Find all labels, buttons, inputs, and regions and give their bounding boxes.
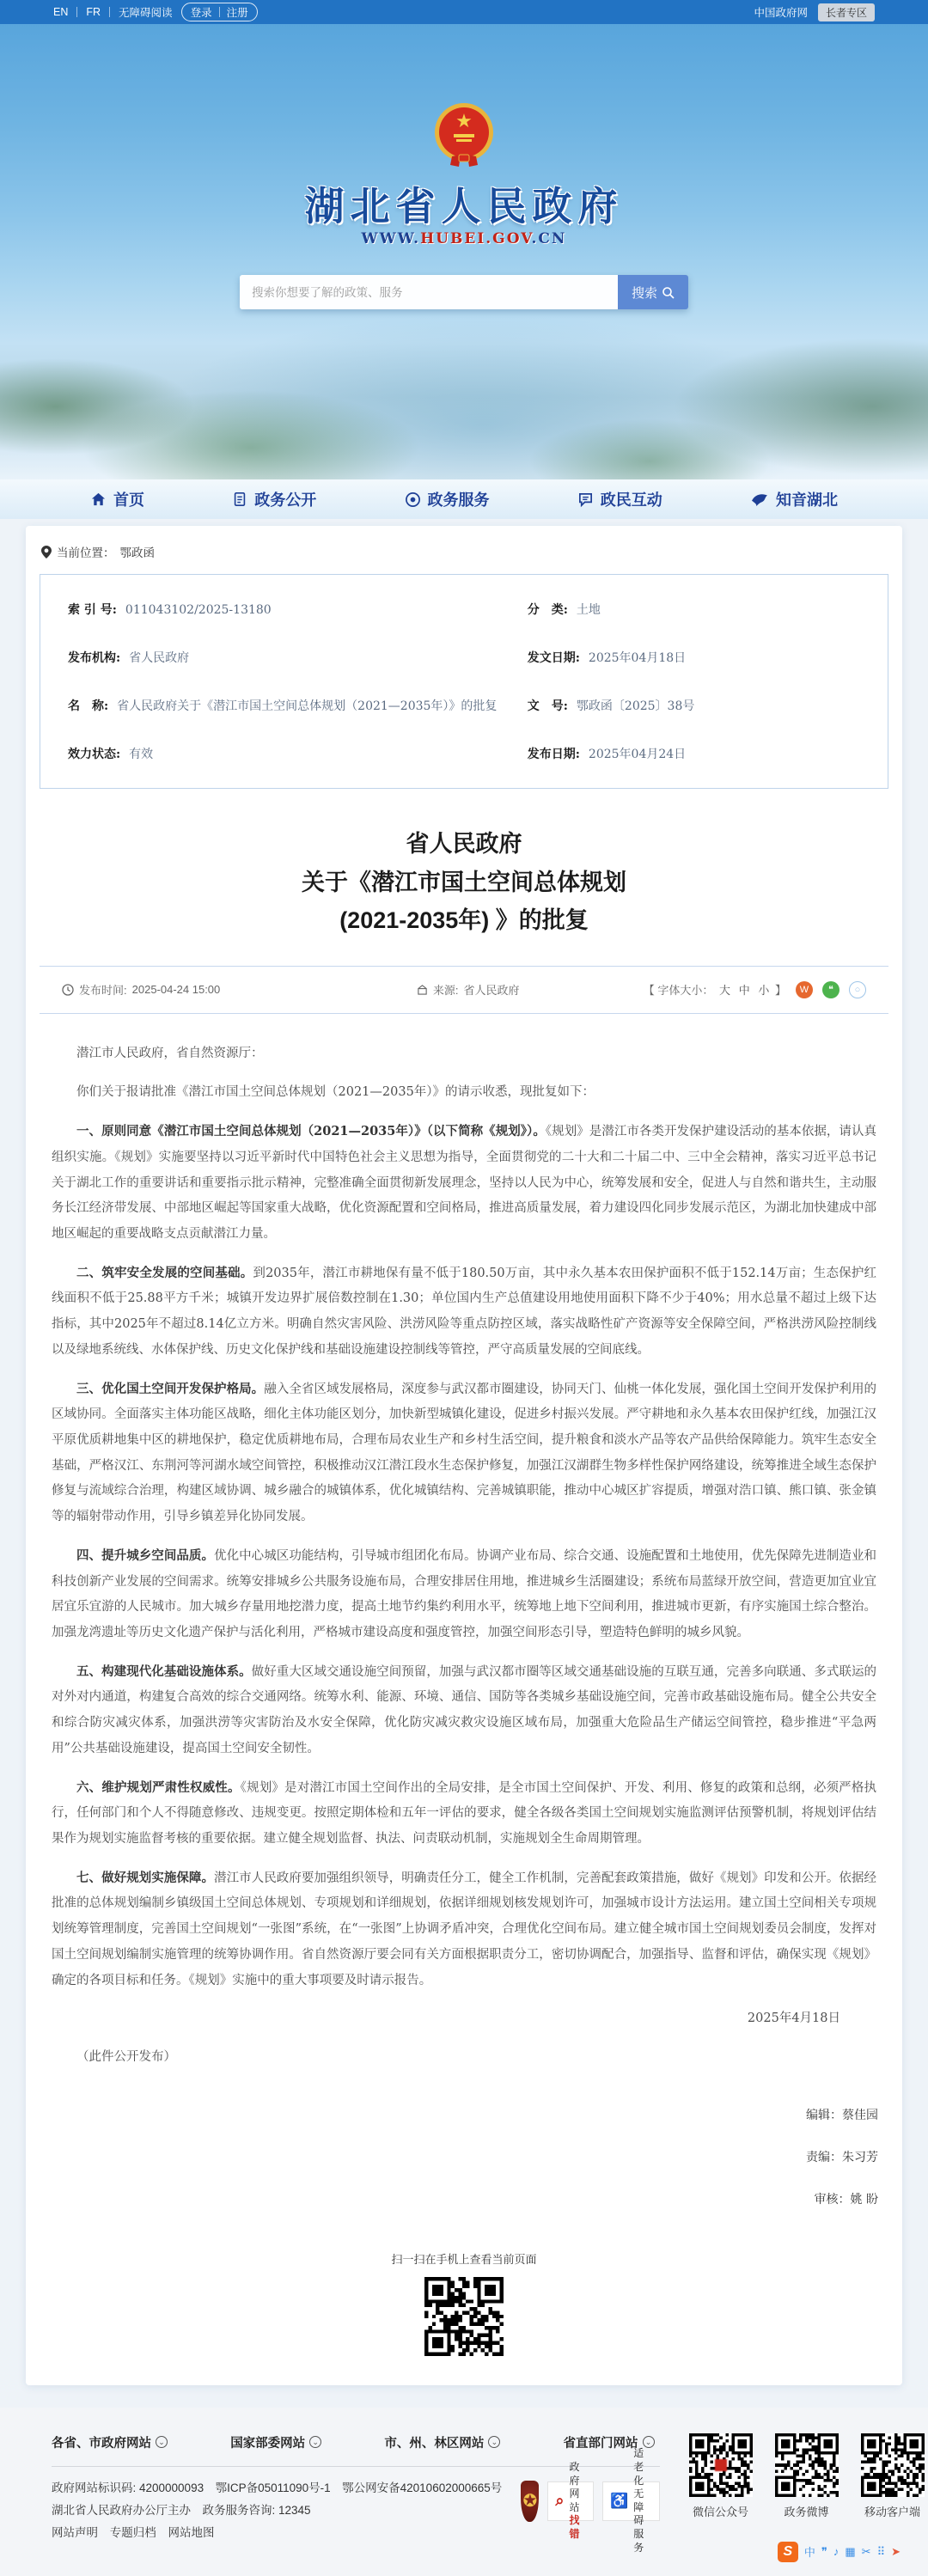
breadcrumb-label: 当前位置： [57, 546, 115, 559]
elder-zone-button[interactable]: 长者专区 [818, 3, 875, 21]
qr-label: 政务微博 [784, 2505, 829, 2518]
share-weibo-icon[interactable]: W [796, 981, 813, 998]
share-grid-icon[interactable]: ▦ [845, 2544, 856, 2558]
divider [109, 7, 110, 17]
meta-value: 鄂政函〔2025〕38号 [576, 699, 695, 713]
paragraph [52, 1659, 876, 1762]
chevron-down-icon: ⌄ [643, 2436, 655, 2448]
meta-value: 2025年04月24日 [588, 748, 687, 761]
top-utility-bar [0, 0, 928, 24]
credit-editor: 编辑：蔡佳园 [806, 2108, 878, 2122]
meta-label: 索 引 号: [68, 603, 117, 617]
paragraph-lead: 五、构建现代化基础设施体系。 [76, 1663, 252, 1679]
footer-dropdown-ministry-sites[interactable] [230, 2433, 321, 2451]
login-register-pill [181, 3, 258, 21]
paragraph-lead: 六、维护规划严肃性权威性。 [76, 1779, 241, 1795]
footer-link-label: 市、州、林区网站 [384, 2436, 485, 2451]
site-banner [0, 24, 928, 479]
search-icon [662, 286, 675, 299]
document-icon [232, 491, 247, 507]
breadcrumb-current[interactable]: 鄂政函 [119, 546, 155, 559]
badge-text: 无障碍服务 [633, 2487, 644, 2554]
home-icon [90, 491, 107, 508]
meta-value: 2025年04月18日 [588, 651, 687, 665]
nav-item-zhiyin-hubei[interactable] [750, 488, 838, 510]
paragraph [52, 1775, 876, 1853]
font-size-label: 】 [774, 984, 786, 998]
credit-duty-editor: 责编：朱习芳 [806, 2150, 878, 2164]
nav-label: 政民互动 [600, 491, 662, 509]
footer-dropdown-provincial-sites[interactable] [52, 2433, 168, 2451]
page-qr-code [424, 2277, 504, 2356]
share-voice-icon[interactable]: ♪ [833, 2545, 839, 2559]
footer-link-row [52, 2433, 660, 2451]
meta-label: 发布日期: [527, 748, 580, 761]
party-gov-emblem-badge: ✪ [521, 2481, 539, 2522]
share-toolbar [778, 2542, 901, 2562]
footer-link-label: 省直部门网站 [563, 2436, 638, 2451]
font-size-label: 【 字体大小： [643, 984, 714, 998]
title-line: 省人民政府 [406, 831, 522, 857]
chat-bubble-icon [577, 491, 594, 508]
title-line: (2021-2035年) 》的批复 [339, 907, 589, 934]
bird-icon [750, 491, 769, 507]
publish-time-value: 2025-04-24 15:00 [131, 983, 221, 997]
meta-value: 省人民政府 [129, 651, 190, 665]
sitemap-link[interactable]: 网站地图 [168, 2526, 215, 2540]
search-button[interactable] [618, 275, 688, 309]
share-comment-icon[interactable]: ❞ [821, 2544, 827, 2558]
share-chinese-icon[interactable]: 中 [803, 2546, 815, 2560]
source-label: 来源: [432, 984, 459, 998]
nav-label: 首页 [113, 491, 144, 509]
title-line: 关于《潜江市国土空间总体规划 [302, 869, 626, 895]
credits-block [26, 2095, 902, 2221]
footer-divider [52, 2466, 660, 2467]
meta-label: 名 称: [68, 699, 109, 713]
meta-cell-doc-no [528, 697, 860, 714]
topic-archive-link[interactable]: 专题归档 [109, 2526, 156, 2540]
accessibility-link[interactable]: 无障碍阅读 [119, 7, 173, 19]
paragraph-text: 《规划》是潜江市各类开发保护建设活动的基本依据，请认真组织实施。《规划》实施要坚持以习近平新时代中国特色社会主义思想为指导，全面贯彻党的二十大和二十届二中、三中全会精神，落实习近平总书记关于湖北工作的重要讲话和重要指示批示精神，完整准确全面贯彻新发展理念，坚持以人民为中心，统筹发展和安全，促进人与自然和谐共生，主动服务长江经济带发展、中部地区崛起等国家重大战略，优化资源配置和空间格局，推进高质量发展，着力建设四化同步发展示范区，为湖北加快建成中部地区崛起的重要战略支点贡献潜江力量。 [52, 1125, 877, 1241]
paragraph-text: 到2035年，潜江市耕地保有量不低于180.50万亩，其中永久基本农田保护面积不低于152.14万亩；生态保护红线面积不低于25.88平方千米；城镇开发边界扩展倍数控制在1.30；单位国内生产总值建设用地使用面积下降不少于40%；用水总量不超过上级下达指标，其中2025年不超过8.14亿立方米。明确自然灾害风险、洪涝风险等重点防控区域，落实战略性矿产资源等安全保障空间，严格洪涝风险控制线以及绿地系统线、水体保护线、历史文化保护线和基础设施建设控制线等管控，严守高质量发展的空间底线。 [52, 1266, 876, 1357]
meta-value: 土地 [576, 603, 601, 617]
badge-text: 政府网站 [569, 2461, 580, 2513]
paragraph-text: 潜江市人民政府，省自然资源厅： [76, 1046, 264, 1060]
wheelchair-icon: ♿ [610, 2492, 629, 2509]
lang-en-link[interactable]: EN [53, 6, 69, 18]
article-meta-row [40, 966, 888, 1014]
paragraph-text: 潜江市人民政府要加强组织领导，明确责任分工，健全工作机制，完善配套政策措施，做好《规划》印发和公开。依据经批准的总体规划编制乡镇级国土空间总体规划、专项规划和详细规划，依据详细规划核发规划许可，加强城市设计方法运用。建立国土空间相关专项规划统筹管理制度，完善国土空间规划“一张图”系统，在“一张图”上协调矛盾冲突，合理优化空间布局。建立健全城市国土空间规划委员会制度，发挥对国土空间规划编制实施管理的统筹协调作用。省自然资源厅要会同有关方面根据职责分工，密切协调配合，加强指导、监督和评估，确保实现《规划》确定的各项目标和任务。《规划》实施中的重大事项要及时请示报告。 [52, 1871, 877, 1987]
paragraph-lead: 三、优化国土空间开发保护格局。 [76, 1381, 265, 1396]
font-size-medium-button[interactable]: 中 [738, 984, 750, 998]
public-release-note: （此件公开发布） [76, 2050, 176, 2065]
nav-item-interaction[interactable] [577, 488, 662, 510]
font-size-control [644, 981, 786, 998]
site-url [0, 230, 928, 247]
divider [219, 7, 220, 17]
svg-text:★: ★ [455, 110, 473, 131]
main-nav [0, 479, 928, 519]
magnifier-icon: ⌕ [555, 2492, 565, 2510]
paragraph-lead: 七、做好规划实施保障。 [76, 1870, 215, 1885]
font-size-large-button[interactable]: 大 [719, 984, 731, 998]
paragraph-text: 你们关于报请批准《潜江市国土空间总体规划（2021—2035年）》的请示收悉，现批复如下： [76, 1085, 595, 1100]
nav-item-home[interactable] [90, 488, 144, 510]
meta-label: 效力状态: [68, 748, 121, 761]
search-bar [240, 275, 688, 309]
share-pointer-icon[interactable]: ➤ [891, 2544, 901, 2558]
qr-tip-text: 扫一扫在手机上查看当前页面 [391, 2252, 537, 2266]
wechat-qr [689, 2433, 753, 2545]
qr-code [775, 2433, 839, 2497]
meta-cell-agency [68, 649, 528, 666]
lang-fr-link[interactable]: FR [86, 6, 101, 18]
search-input[interactable] [240, 275, 618, 309]
paragraph-text: 做好重大区域交通设施空间预留，加强与武汉都市圈等区域交通基础设施的互联互通，完善多向联通、多式联运的对外对内通道，构建复合高效的综合交通网络。统筹水利、能源、环境、通信、国防等各类城乡基础设施空间，完善市政基础设施布局。健全公共安全和综合防灾减灾体系，加强洪涝等灾害防治及水安全保障，优化防灾减灾救灾设施区域布局，加强重大危险品生产储运空间管控，稳步推进“平急两用”公共基础设施建设，提高国土空间安全韧性。 [52, 1664, 877, 1755]
gov-cn-link[interactable]: 中国政府网 [754, 7, 808, 19]
meta-cell-issue-date [528, 649, 860, 666]
footer-bottom-links [52, 2522, 502, 2544]
footer-info-block [52, 2477, 502, 2545]
paragraph [52, 1079, 876, 1106]
badge-text: 找错 [569, 2514, 580, 2540]
meta-label: 分 类: [527, 603, 568, 617]
qr-label: 移动客户端 [864, 2505, 921, 2518]
source-value: 省人民政府 [463, 984, 520, 998]
services-icon [405, 491, 421, 508]
accessibility-service-badge[interactable] [602, 2447, 660, 2554]
publish-time-label: 发布时间: [79, 984, 127, 998]
credit-reviewer: 审核：姚 盼 [814, 2192, 878, 2207]
qr-code [861, 2433, 925, 2497]
paragraph [52, 1261, 876, 1364]
qr-label: 微信公众号 [693, 2505, 749, 2518]
meta-label: 发文日期: [527, 651, 580, 665]
breadcrumb [26, 526, 902, 574]
font-size-small-button[interactable]: 小 [758, 984, 770, 998]
website-error-report-badge[interactable] [547, 2461, 594, 2540]
chevron-down-icon: ⌄ [488, 2436, 500, 2448]
paragraph-text: 融入全省区域发展格局，深度参与武汉都市圈建设，协同天门、仙桃一体化发展，强化国土空间开发保护利用的区域协同。全面落实主体功能区战略，细化主体功能区划分，加快新型城镇化建设，促进乡村振兴发展。严守耕地和永久基本农田保护红线，加强江汉平原优质耕地集中区的耕地保护，稳定优质耕地布局，合理布局农业生产和乡村生活空间，提升粮食和淡水产品等农产品供给保障能力。筑牢生态安全基础，严格汉江、东荆河等河湖水域空间管控，积极推动汉江潜江段水生态保护修复，加强江汉湖群生物多样性保护网络建设，统筹推进全域生态保护修复与流域综合治理，构建区域协调、城乡融合的城镇体系，优化城镇结构、完善城镇职能，推动中心城区扩容提质，增强对浩口镇、熊口镇、张金镇等的辐射带动作用，引导乡镇差异化协同发展。 [52, 1382, 877, 1524]
url-www: WWW. [361, 230, 421, 247]
search-button-label: 搜索 [631, 285, 657, 301]
national-emblem-icon [431, 101, 497, 176]
share-wechat-icon[interactable]: ❝ [822, 981, 839, 998]
footer-link-label: 各省、市政府网站 [52, 2436, 151, 2451]
document-card [26, 526, 902, 2385]
meta-cell-name [68, 697, 528, 714]
document-date: 2025年4月18日 [747, 2011, 840, 2026]
document-metadata-table [40, 574, 888, 789]
register-link[interactable]: 注册 [226, 7, 248, 19]
paragraph-lead: 一、原则同意《潜江市国土空间总体规划（2021—2035年）》（以下简称《规划》）。 [76, 1124, 546, 1139]
qr-code [689, 2433, 753, 2497]
footer-qr-group [689, 2433, 925, 2545]
paragraph [52, 1377, 876, 1530]
footer [0, 2408, 928, 2576]
paragraph-text: 《规划》是对潜江市国土空间作出的全局安排，是全市国土空间保护、开发、利用、修复的政策和总纲，必须严格执行，任何部门和个人不得随意修改、违规变更。按照定期体检和五年一评估的要求，健全各级各类国土空间规划实施监测评估预警机制，将规划评估结果作为规划实施监督考核的重要依据。建立健全规划监督、执法、问责联动机制，实施规划全生命周期管理。 [52, 1780, 877, 1847]
meta-cell-status [68, 745, 528, 762]
share-service-icon[interactable]: S [778, 2542, 798, 2562]
meta-value: 有效 [129, 748, 154, 761]
paragraph [52, 1543, 876, 1646]
paragraph [52, 1119, 876, 1248]
chevron-down-icon: ⌄ [309, 2436, 321, 2448]
badge-text: 适老化 [633, 2447, 644, 2487]
meta-label: 文 号: [527, 699, 568, 713]
location-pin-icon [41, 546, 52, 559]
share-cut-icon[interactable]: ✂ [861, 2544, 871, 2558]
paragraph [52, 1865, 876, 1994]
site-title: 湖北省人民政府 [304, 183, 624, 229]
site-id-line: 政府网站标识码: 4200000093 鄂ICP备05011090号-1 鄂公网安备42010602000665号 [52, 2481, 503, 2494]
source-icon [417, 984, 428, 995]
url-hubei: HUBEI.GOV [420, 230, 532, 247]
paragraph-lead: 二、筑牢安全发展的空间基础。 [76, 1265, 253, 1280]
host-info-line: 湖北省人民政府办公厅主办 政务服务咨询: 12345 [52, 2504, 311, 2518]
url-cn: .CN [531, 230, 567, 247]
main-content-area [0, 519, 928, 2399]
meta-cell-category [528, 601, 860, 618]
page-qr-section [26, 2250, 902, 2356]
meta-value: 011043102/2025-13180 [125, 603, 272, 617]
nav-label: 政务服务 [427, 491, 490, 509]
footer-dropdown-city-sites[interactable] [384, 2433, 500, 2451]
meta-cell-pub-date [528, 745, 860, 762]
login-link[interactable]: 登录 [190, 7, 212, 19]
clock-icon [62, 984, 74, 996]
paragraph-text: 优化中心城区功能结构，引导城市组团化布局。协调产业布局、综合交通、设施配置和土地使用，优先保障先进制造业和科技创新产业发展的空间需求。统筹安排城乡公共服务设施布局，合理安排居住用地，推进城乡生活圈建设；系统布局蓝绿开放空间，营造更加宜业宜居宜乐宜游的人民城市。加大城乡存量用地挖潜力度，提高土地节约集约利用水平，统筹地上地下空间利用，推进城市更新，有序实施国土综合整治。加强龙湾遗址等历史文化遗产保护与活化利用，严格城市建设高度和强度管控，加强空间形态引导，塑造特色鲜明的城乡风貌。 [52, 1548, 877, 1640]
paragraph [52, 1041, 876, 1067]
weibo-qr [775, 2433, 839, 2545]
meta-cell-index [68, 601, 528, 618]
page-title [77, 825, 851, 940]
site-statement-link[interactable]: 网站声明 [52, 2526, 98, 2540]
mobile-app-qr [861, 2433, 925, 2545]
document-body [26, 1014, 902, 2071]
nav-item-gov-disclosure[interactable] [232, 488, 316, 510]
paragraph-lead: 四、提升城乡空间品质。 [76, 1547, 215, 1563]
share-dots-icon[interactable]: ⠿ [876, 2544, 886, 2558]
share-more-icon[interactable]: ○ [849, 981, 866, 998]
nav-label: 政务公开 [254, 491, 317, 509]
meta-label: 发布机构: [68, 651, 121, 665]
footer-link-label: 国家部委网站 [230, 2436, 306, 2451]
divider [76, 7, 77, 17]
nav-item-gov-services[interactable] [405, 488, 490, 510]
chevron-down-icon: ⌄ [156, 2436, 168, 2448]
meta-value: 省人民政府关于《潜江市国土空间总体规划（2021—2035年）》的批复 [117, 699, 498, 713]
nav-label: 知音湖北 [776, 491, 838, 509]
